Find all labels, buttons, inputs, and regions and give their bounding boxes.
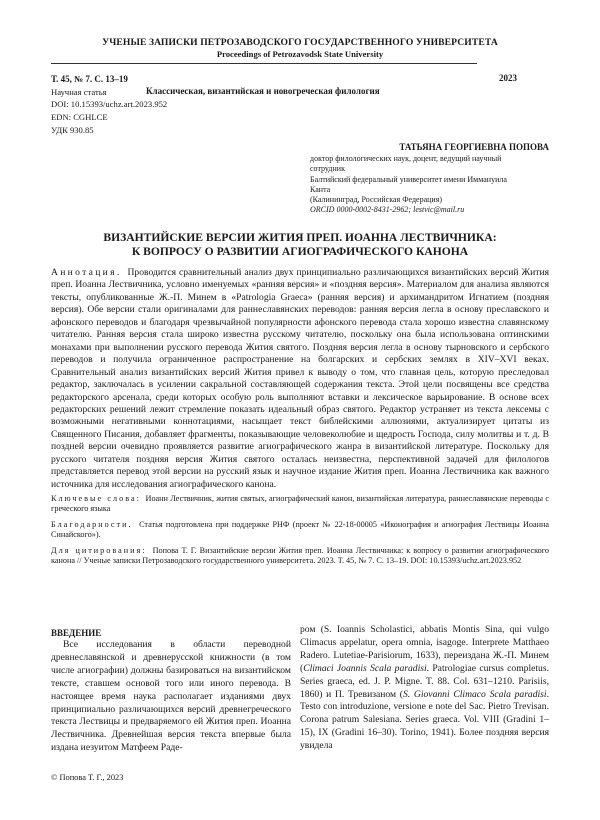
keywords-text: Иоанн Лествичник, жития святых, агиографический канон, византийская литература, раннеславянские переводы с греческого языка [51,494,550,514]
body-text-italic: Climaci Joannis Scala paradisi [303,662,427,674]
abstract-label: Аннотация. [51,267,122,278]
keywords-label: Ключевые слова: [51,494,141,504]
author-info-line: Балтийский федеральный университет имени Иммануила [310,174,507,184]
body-text: . Testo con introduzione, versione e note del Sac. Pietro Trevisan. Corona patrum Salesiana. Series graeca. Vol. VIII (Gradini 1–15), IX (Gradini 16–30). Torino, 1941). Более поздняя версия увидела [300,688,549,752]
edn: EDN: CGHLCE [51,112,108,122]
udk: УДК 930.85 [51,125,94,135]
article-type: Научная статья [51,87,107,97]
journal-subtitle: Proceedings of Petrozavodsk State University [216,49,384,59]
body-text-italic: S. Giovanni Climaco Scala paradisi [403,688,547,700]
body-column-right [300,624,549,753]
body-paragraph: Все исследования в области переводной древнеславянской и древнерусской книжности (в том числе агиографии) должны базироваться на византийском тексте, ставшем основой того или иного перевода. В настоящее время наука располагает изданиями двух принципиально различающихся версий древнегреческого текста Лествицы и предваряемого ей Жития преп. Иоанна Лествичника. Древнейшая версия текста впервые была издана иезуитом Матфеем Раде- [51,639,291,754]
volume-info: Т. 45, № 7. С. 13–19 [51,74,128,84]
author-info-line: Канта [310,184,331,194]
journal-section: Классическая, византийская и новогреческая филология [146,86,380,96]
author-orcid-email[interactable]: ORCID 0000-0002-8431-2962; lestvic@mail.ru [310,205,465,215]
author-info-line: (Калининград, Российская Федерация) [310,195,443,205]
body-paragraph [300,624,549,753]
author-affiliation [310,154,550,216]
author-info-line: доктор филологических наук, доцент, ведущий научный [310,154,502,163]
publication-year: 2023 [499,73,517,83]
keywords [51,494,549,514]
abstract [51,267,549,566]
copyright: © Попова Т. Г., 2023 [51,773,124,782]
doi: DOI: 10.15393/uchz.art.2023.952 [51,99,168,109]
section-heading: ВВЕДЕНИЕ [51,628,102,638]
article-title [0,231,600,259]
acknowledgements-label: Благодарности. [51,520,133,530]
article-title-line2: К ВОПРОСУ О РАЗВИТИИ АГИОГРАФИЧЕСКОГО КАНОНА [131,245,469,258]
body-column-left [51,639,291,755]
citation-label: Для цитирования: [51,546,147,556]
citation [51,546,549,566]
citation-text: Попова Т. Г. Византийские версии Жития преп. Иоанна Лествичника: к вопросу о развитии агиографического канона // Ученые записки Петрозаводского государственного университета. 2023. Т. 45, № 7. С. 13–19. DOI: 10.15393/uchz.art.2023.952 [51,546,549,566]
acknowledgements [51,520,549,540]
header-divider [51,63,477,64]
abstract-text: Проводится сравнительный анализ двух принципиально различающихся византийских версий Жития преп. Иоанна Лествичника, условно именуемых «ранняя версия» и «поздняя версия». Материалом для анализа являются тексты, опубликованные Ж.-П. Минем в «Patrologia Graeca» (ранняя версия) и архимандритом Игнатием (поздняя версия). Обе версии стали оригиналами для раннеславянских переводов: ранняя версия легла в основу преславского и афонского переводов и благодаря чрезвычайной популярности афонского перевода стала хорошо известна славянскому читателю. Ранняя версия стала широко известна русскому читателю, поскольку она была использована оптинскими монахами при выполнении русского перевода Жития святого. Поздняя версия легла в основу тырновского и сербского переводов и получила ограниченное распространение на болгарских и сербских землях в XIV–XVI веках. Сравнительный анализ византийских версий Жития привел к выводу о том, что главная цель, которую преследовал редактор, заключалась в усилении сакральной составляющей содержания текста. Этой цели посвящены все средства редакторского арсенала, среди которых особую роль выполняют вставки и лексическое варьирование. В основе всех редакторских решений лежит стремление показать идеальный образ святого. Редактор устраняет из текста лексемы с возможными негативными коннотациями, насыщает текст библейскими аллюзиями, актуализирует цитаты из Священного Писания, добавляет фрагменты, показывающие человеколюбие и щедрость Господа, силу молитвы и т. д. В поздней версии очевидно проявляется развитие агиографического жанра в византийской литературе. Поскольку для русского читателя поздняя версия Жития святого осталась неизвестна, перспективной задачей для филологов представляется перевод этой версии на русский язык и научное издание Жития преп. Иоанна Лествичника как важного источника для исследования агиографического канона. [51,267,549,490]
article-title-line1: ВИЗАНТИЙСКИЕ ВЕРСИИ ЖИТИЯ ПРЕП. ИОАННА ЛЕСТВИЧНИКА: [103,231,497,244]
journal-title: УЧЕНЫЕ ЗАПИСКИ ПЕТРОЗАВОДСКОГО ГОСУДАРСТВЕННОГО УНИВЕРСИТЕТА [102,37,498,48]
acknowledgements-text: Статья подготовлена при поддержке РНФ (проект № 22-18-00005 «Иконография и агиография Лествицы Иоанна Синайского»). [51,520,549,540]
body-text: . Patrologiae cursus completus. Series graeca, ed. J. P. Migne. T. 88. Col. 631–1210. Parisiis, 1860) и П. Тревизаном ( [300,662,549,700]
author-name: ТАТЬЯНА ГЕОРГИЕВНА ПОПОВА [399,142,549,152]
author-info-line: сотрудник [310,164,345,174]
body-text: ром (S. Ioannis Scholastici, abbatis Montis Sina, qui vulgo Climacus appelatur, opera omnia, isagoge. Interprete Matthaeo Radero. Lutetiae-Parisiorum, 1633), переиздана Ж.-П. Минем ( [300,624,549,674]
